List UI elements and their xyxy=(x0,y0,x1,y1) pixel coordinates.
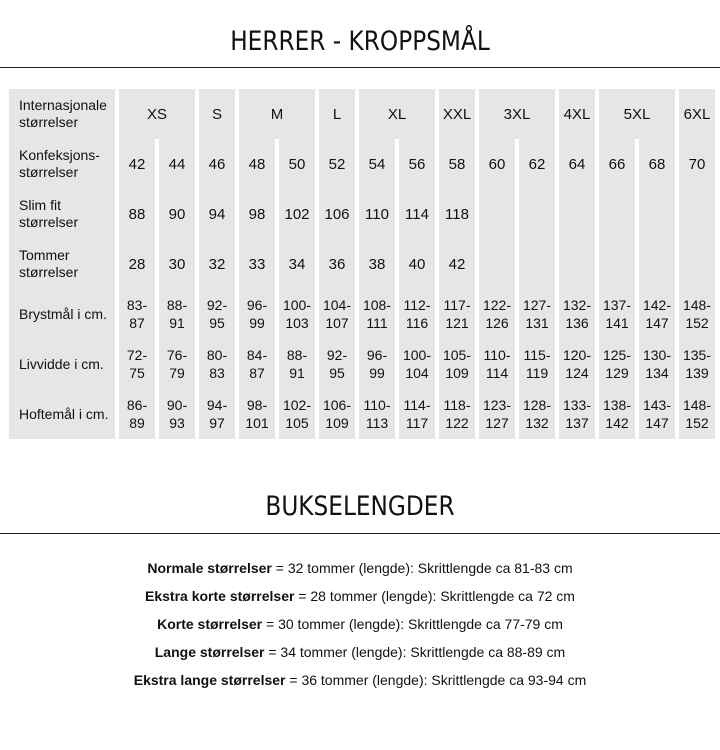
size-cell: 92- 95 xyxy=(319,339,355,389)
empty-cell xyxy=(639,239,675,289)
size-cell: 133- 137 xyxy=(559,389,595,439)
size-cell: 105- 109 xyxy=(439,339,475,389)
row-label: Livvidde i cm. xyxy=(9,339,115,389)
size-cell: 128- 132 xyxy=(519,389,555,439)
size-cell: 58 xyxy=(439,139,475,189)
size-cell: 110- 113 xyxy=(359,389,395,439)
size-cell: 148- 152 xyxy=(679,389,715,439)
size-cell: 88 xyxy=(119,189,155,239)
empty-cell xyxy=(519,239,555,289)
size-cell-intl: 6XL xyxy=(679,89,715,139)
size-cell: 110- 114 xyxy=(479,339,515,389)
size-cell: 110 xyxy=(359,189,395,239)
size-cell: 96- 99 xyxy=(239,289,275,339)
size-cell-intl: XXL xyxy=(439,89,475,139)
size-cell: 52 xyxy=(319,139,355,189)
size-cell: 106- 109 xyxy=(319,389,355,439)
size-cell: 142- 147 xyxy=(639,289,675,339)
empty-cell xyxy=(479,239,515,289)
section-title-pant-lengths: BUKSELENGDER xyxy=(265,491,455,522)
size-cell: 84- 87 xyxy=(239,339,275,389)
size-cell: 62 xyxy=(519,139,555,189)
length-description: = 28 tommer (lengde): Skrittlengde ca 72 cm xyxy=(294,588,575,604)
size-cell: 118- 122 xyxy=(439,389,475,439)
size-cell: 56 xyxy=(399,139,435,189)
size-cell: 72- 75 xyxy=(119,339,155,389)
size-cell: 98 xyxy=(239,189,275,239)
size-cell: 120- 124 xyxy=(559,339,595,389)
size-cell: 114- 117 xyxy=(399,389,435,439)
size-cell: 143- 147 xyxy=(639,389,675,439)
size-cell: 44 xyxy=(159,139,195,189)
size-cell: 123- 127 xyxy=(479,389,515,439)
size-cell: 70 xyxy=(679,139,715,189)
size-cell: 30 xyxy=(159,239,195,289)
empty-cell xyxy=(599,239,635,289)
pant-length-line xyxy=(0,616,720,632)
size-cell: 115- 119 xyxy=(519,339,555,389)
pant-length-line xyxy=(0,672,720,688)
size-cell: 83- 87 xyxy=(119,289,155,339)
size-cell: 94- 97 xyxy=(199,389,235,439)
row-label: Internasjonale størrelser xyxy=(9,89,115,139)
section-divider xyxy=(0,533,720,534)
size-cell: 117- 121 xyxy=(439,289,475,339)
size-type-label: Normale størrelser xyxy=(147,560,272,576)
size-cell: 42 xyxy=(119,139,155,189)
empty-cell xyxy=(559,189,595,239)
size-cell: 54 xyxy=(359,139,395,189)
empty-cell xyxy=(679,189,715,239)
size-cell: 90 xyxy=(159,189,195,239)
length-description: = 32 tommer (lengde): Skrittlengde ca 81-83 cm xyxy=(271,560,573,576)
size-cell: 88- 91 xyxy=(279,339,315,389)
size-cell: 76- 79 xyxy=(159,339,195,389)
size-cell: 132- 136 xyxy=(559,289,595,339)
size-cell: 48 xyxy=(239,139,275,189)
size-cell: 122- 126 xyxy=(479,289,515,339)
size-cell: 148- 152 xyxy=(679,289,715,339)
size-cell: 36 xyxy=(319,239,355,289)
empty-cell xyxy=(479,189,515,239)
size-cell: 33 xyxy=(239,239,275,289)
size-cell: 88- 91 xyxy=(159,289,195,339)
size-cell-intl: S xyxy=(199,89,235,139)
length-description: = 30 tommer (lengde): Skrittlengde ca 77-79 cm xyxy=(262,616,563,632)
size-cell: 137- 141 xyxy=(599,289,635,339)
row-label: Brystmål i cm. xyxy=(9,289,115,339)
size-cell: 135- 139 xyxy=(679,339,715,389)
size-cell: 68 xyxy=(639,139,675,189)
size-cell: 118 xyxy=(439,189,475,239)
size-cell: 94 xyxy=(199,189,235,239)
size-cell: 38 xyxy=(359,239,395,289)
size-cell-intl: XS xyxy=(119,89,195,139)
empty-cell xyxy=(519,189,555,239)
size-cell: 138- 142 xyxy=(599,389,635,439)
size-cell: 106 xyxy=(319,189,355,239)
pant-length-line xyxy=(0,588,720,604)
size-cell: 28 xyxy=(119,239,155,289)
row-label: Slim fit størrelser xyxy=(9,189,115,239)
size-cell: 102- 105 xyxy=(279,389,315,439)
size-cell: 98- 101 xyxy=(239,389,275,439)
empty-cell xyxy=(679,239,715,289)
size-cell: 114 xyxy=(399,189,435,239)
size-cell-intl: XL xyxy=(359,89,435,139)
row-label: Konfeksjons- størrelser xyxy=(9,139,115,189)
pant-length-line xyxy=(0,644,720,660)
pant-length-line xyxy=(0,560,720,576)
size-cell: 90- 93 xyxy=(159,389,195,439)
size-cell: 102 xyxy=(279,189,315,239)
size-cell: 86- 89 xyxy=(119,389,155,439)
size-cell: 50 xyxy=(279,139,315,189)
size-cell-intl: 3XL xyxy=(479,89,555,139)
size-type-label: Ekstra lange størrelser xyxy=(133,672,286,688)
size-cell: 64 xyxy=(559,139,595,189)
title-divider xyxy=(0,67,720,68)
size-cell: 100- 103 xyxy=(279,289,315,339)
size-cell: 34 xyxy=(279,239,315,289)
size-cell: 92- 95 xyxy=(199,289,235,339)
empty-cell xyxy=(639,189,675,239)
size-cell: 127- 131 xyxy=(519,289,555,339)
size-cell: 112- 116 xyxy=(399,289,435,339)
row-label: Hoftemål i cm. xyxy=(9,389,115,439)
size-cell-intl: M xyxy=(239,89,315,139)
row-label: Tommer størrelser xyxy=(9,239,115,289)
size-cell-intl: 4XL xyxy=(559,89,595,139)
size-cell: 108- 111 xyxy=(359,289,395,339)
size-type-label: Ekstra korte størrelser xyxy=(145,588,295,604)
size-cell: 60 xyxy=(479,139,515,189)
size-cell: 130- 134 xyxy=(639,339,675,389)
size-cell-intl: L xyxy=(319,89,355,139)
size-cell-intl: 5XL xyxy=(599,89,675,139)
length-description: = 36 tommer (lengde): Skrittlengde ca 93-94 cm xyxy=(285,672,587,688)
size-cell: 96- 99 xyxy=(359,339,395,389)
size-cell: 104- 107 xyxy=(319,289,355,339)
size-cell: 46 xyxy=(199,139,235,189)
page-title: HERRER - KROPPSMÅL xyxy=(230,26,490,57)
size-cell: 100- 104 xyxy=(399,339,435,389)
size-cell: 40 xyxy=(399,239,435,289)
size-type-label: Lange størrelser xyxy=(154,644,265,660)
size-cell: 125- 129 xyxy=(599,339,635,389)
size-cell: 80- 83 xyxy=(199,339,235,389)
size-cell: 32 xyxy=(199,239,235,289)
empty-cell xyxy=(559,239,595,289)
empty-cell xyxy=(599,189,635,239)
size-type-label: Korte størrelser xyxy=(157,616,263,632)
size-cell: 66 xyxy=(599,139,635,189)
size-cell: 42 xyxy=(439,239,475,289)
length-description: = 34 tommer (lengde): Skrittlengde ca 88-89 cm xyxy=(264,644,566,660)
